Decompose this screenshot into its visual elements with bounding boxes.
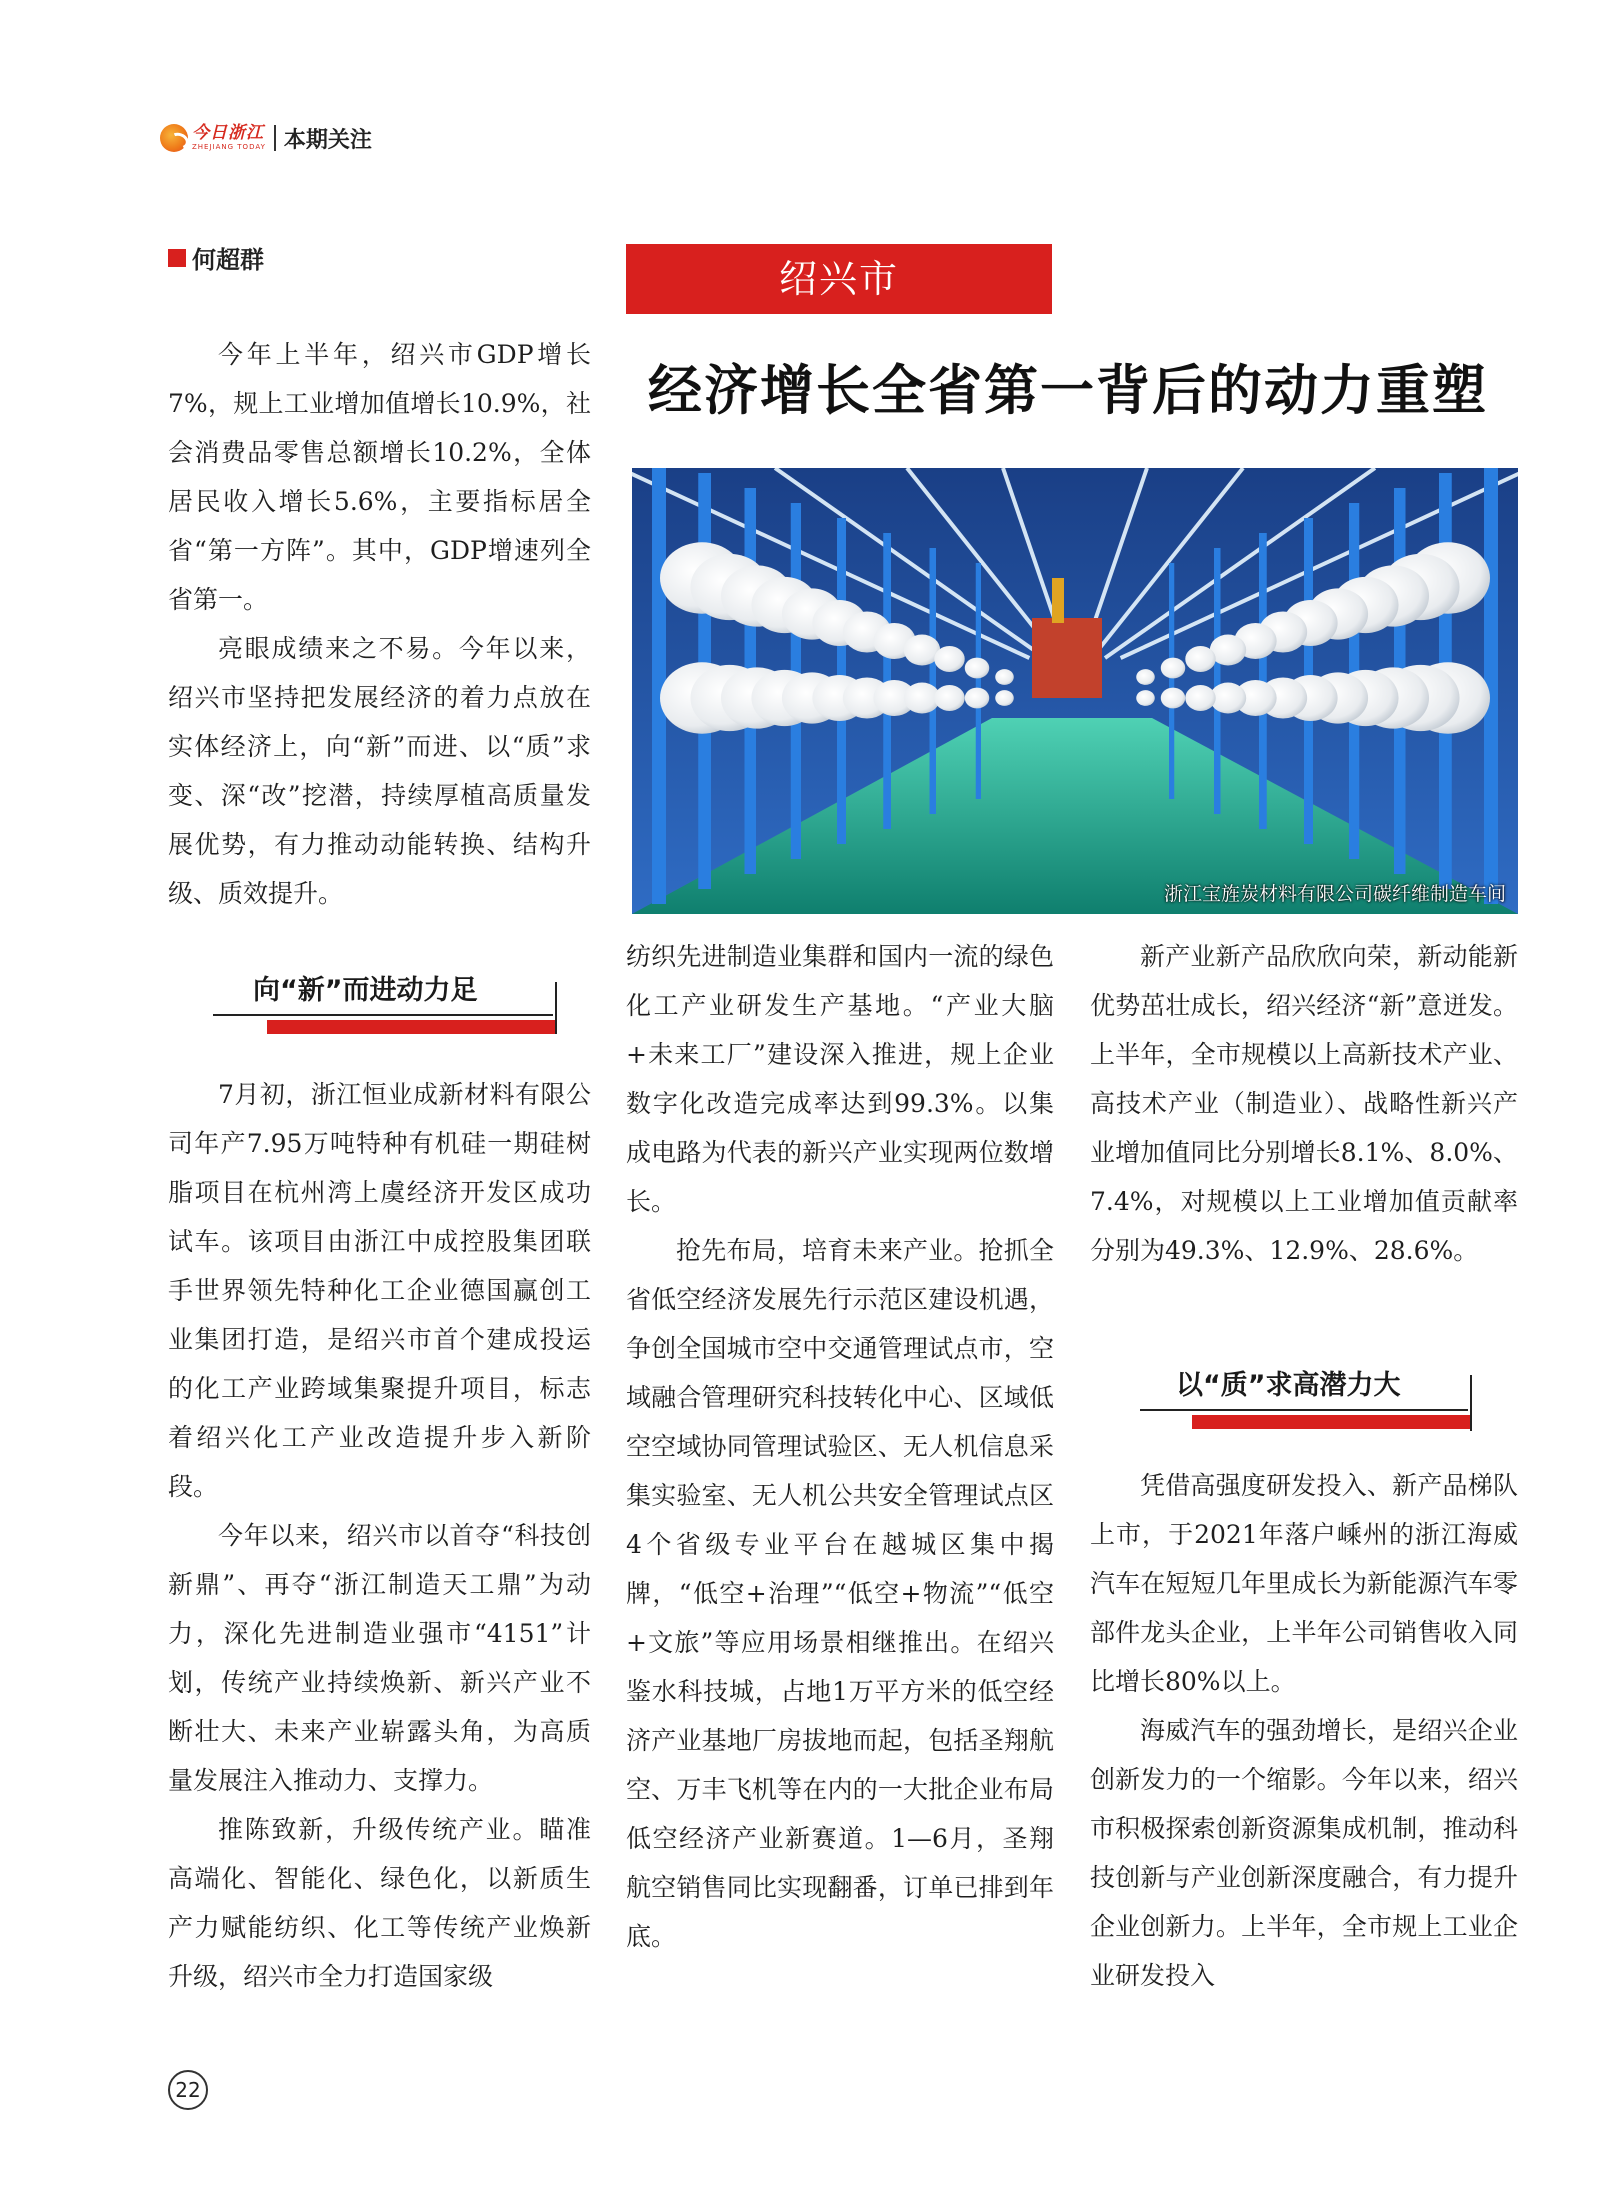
- subheading-red-bar: [1192, 1415, 1472, 1429]
- column-left-top: [168, 330, 591, 918]
- subheading-rule: [1140, 1409, 1468, 1411]
- header-divider: [274, 125, 276, 151]
- yarn-spool: [995, 669, 1014, 685]
- subheading-text: 以“质”求高潜力大: [1176, 1370, 1401, 1401]
- paragraph: 7月初，浙江恒业成新材料有限公司年产7.95万吨特种有机硅一期硅树脂项目在杭州湾上虞经济开发区成功试车。该项目由浙江中成控股集团联手世界领先特种化工企业德国赢创工业集团打造，是绍兴市首个建成投运的化工产业跨域集聚提升项目，标志着绍兴化工产业改造提升步入新阶段。: [168, 1080, 591, 1501]
- logo-subtitle: ZHEJIANG TODAY: [192, 143, 266, 151]
- photo-caption: 浙江宝旌炭材料有限公司碳纤维制造车间: [1163, 883, 1506, 905]
- paragraph-continued: 纺织先进制造业集群和国内一流的绿色化工产业研发生产基地。“产业大脑+未来工厂”建设深入推进，规上企业数字化改造完成率达到99.3%。以集成电路为代表的新兴产业实现两位数增长。: [626, 942, 1054, 1216]
- yarn-spool: [1161, 688, 1186, 709]
- subheading-red-bar: [267, 1020, 557, 1034]
- page-header: [160, 118, 372, 158]
- red-square-marker: [168, 249, 186, 267]
- subheading-text: 向“新”而进动力足: [253, 975, 478, 1006]
- robot-arm: [1032, 618, 1102, 698]
- author-byline: [168, 240, 264, 275]
- logo-emblem-icon: [160, 124, 188, 152]
- steel-pillar: [976, 563, 981, 799]
- yarn-spool: [1136, 690, 1155, 706]
- factory-illustration: [632, 468, 1518, 914]
- yarn-spool: [1185, 685, 1215, 711]
- subheading-quality: [1140, 1363, 1480, 1441]
- yarn-spool: [934, 685, 964, 711]
- author-name: 何超群: [192, 246, 264, 274]
- magazine-logo: [160, 124, 266, 152]
- section-label: 本期关注: [283, 127, 372, 153]
- yarn-spool: [1161, 658, 1186, 679]
- subheading-rule: [213, 1014, 553, 1016]
- city-banner: 绍兴市: [626, 244, 1052, 314]
- robot-arm-mast: [1052, 578, 1064, 623]
- column-left-bottom: [168, 1070, 591, 2001]
- paragraph: 凭借高强度研发投入、新产品梯队上市，于2021年落户嵊州的浙江海威汽车在短短几年里成长为新能源汽车零部件龙头企业，上半年公司销售收入同比增长80%以上。: [1090, 1471, 1518, 1696]
- factory-photo: [632, 468, 1518, 914]
- subheading-vertical-rule: [1470, 1375, 1472, 1431]
- column-middle: [626, 932, 1054, 1961]
- paragraph: 今年以来，绍兴市以首夺“科技创新鼎”、再夺“浙江制造天工鼎”为动力，深化先进制造业强市“4151”计划，传统产业持续焕新、新兴产业不断壮大、未来产业崭露头角，为高质量发展注入推动力、支撑力。: [168, 1521, 591, 1795]
- subheading-vertical-rule: [555, 982, 557, 1034]
- page-number: 22: [168, 2070, 208, 2110]
- yarn-spool: [965, 688, 990, 709]
- steel-pillar: [1169, 563, 1174, 799]
- paragraph: 海威汽车的强劲增长，是绍兴企业创新发力的一个缩影。今年以来，绍兴市积极探索创新资源集成机制，推动科技创新与产业创新深度融合，有力提升企业创新力。上半年，全市规上工业企业研发投入: [1090, 1716, 1518, 1990]
- paragraph: 今年上半年，绍兴市GDP增长7%，规上工业增加值增长10.9%，社会消费品零售总额增长10.2%，全体居民收入增长5.6%，主要指标居全省“第一方阵”。其中，GDP增速列全省第一。: [168, 340, 591, 614]
- steel-pillar: [1214, 548, 1221, 814]
- paragraph: 推陈致新，升级传统产业。瞄准高端化、智能化、绿色化，以新质生产力赋能纺织、化工等传统产业焕新升级，绍兴市全力打造国家级: [168, 1815, 591, 1991]
- yarn-spool: [1185, 646, 1215, 672]
- steel-pillar: [930, 548, 937, 814]
- subheading-innovation: [213, 968, 558, 1040]
- yarn-spool: [934, 646, 964, 672]
- paragraph: 新产业新产品欣欣向荣，新动能新优势茁壮成长，绍兴经济“新”意迸发。上半年，全市规模以上高新技术产业、高技术产业（制造业）、战略性新兴产业增加值同比分别增长8.1%、8.0%、7.4%，对规模以上工业增加值贡献率分别为49.3%、12.9%、28.6%。: [1090, 942, 1518, 1265]
- yarn-spool: [965, 658, 990, 679]
- paragraph: 抢先布局，培育未来产业。抢抓全省低空经济发展先行示范区建设机遇，争创全国城市空中交通管理试点市，空域融合管理研究科技转化中心、区域低空空域协同管理试验区、无人机信息采集实验室、无人机公共安全管理试点区4个省级专业平台在越城区集中揭牌，“低空+治理”“低空+物流”“低空+文旅”等应用场景相继推出。在绍兴鉴水科技城，占地1万平方米的低空经济产业基地厂房拔地而起，包括圣翔航空、万丰飞机等在内的一大批企业布局低空经济产业新赛道。1—6月，圣翔航空销售同比实现翻番，订单已排到年底。: [626, 1236, 1054, 1951]
- paragraph: 亮眼成绩来之不易。今年以来，绍兴市坚持把发展经济的着力点放在实体经济上，向“新”而进、以“质”求变、深“改”挖潜，持续厚植高质量发展优势，有力推动动能转换、结构升级、质效提升。: [168, 634, 591, 908]
- logo-title: 今日浙江: [192, 123, 264, 143]
- column-right-top: [1090, 932, 1518, 1275]
- article-headline: 经济增长全省第一背后的动力重塑: [648, 358, 1488, 422]
- yarn-spool: [1136, 669, 1155, 685]
- yarn-spool: [995, 690, 1014, 706]
- column-right-bottom: [1090, 1461, 1518, 2000]
